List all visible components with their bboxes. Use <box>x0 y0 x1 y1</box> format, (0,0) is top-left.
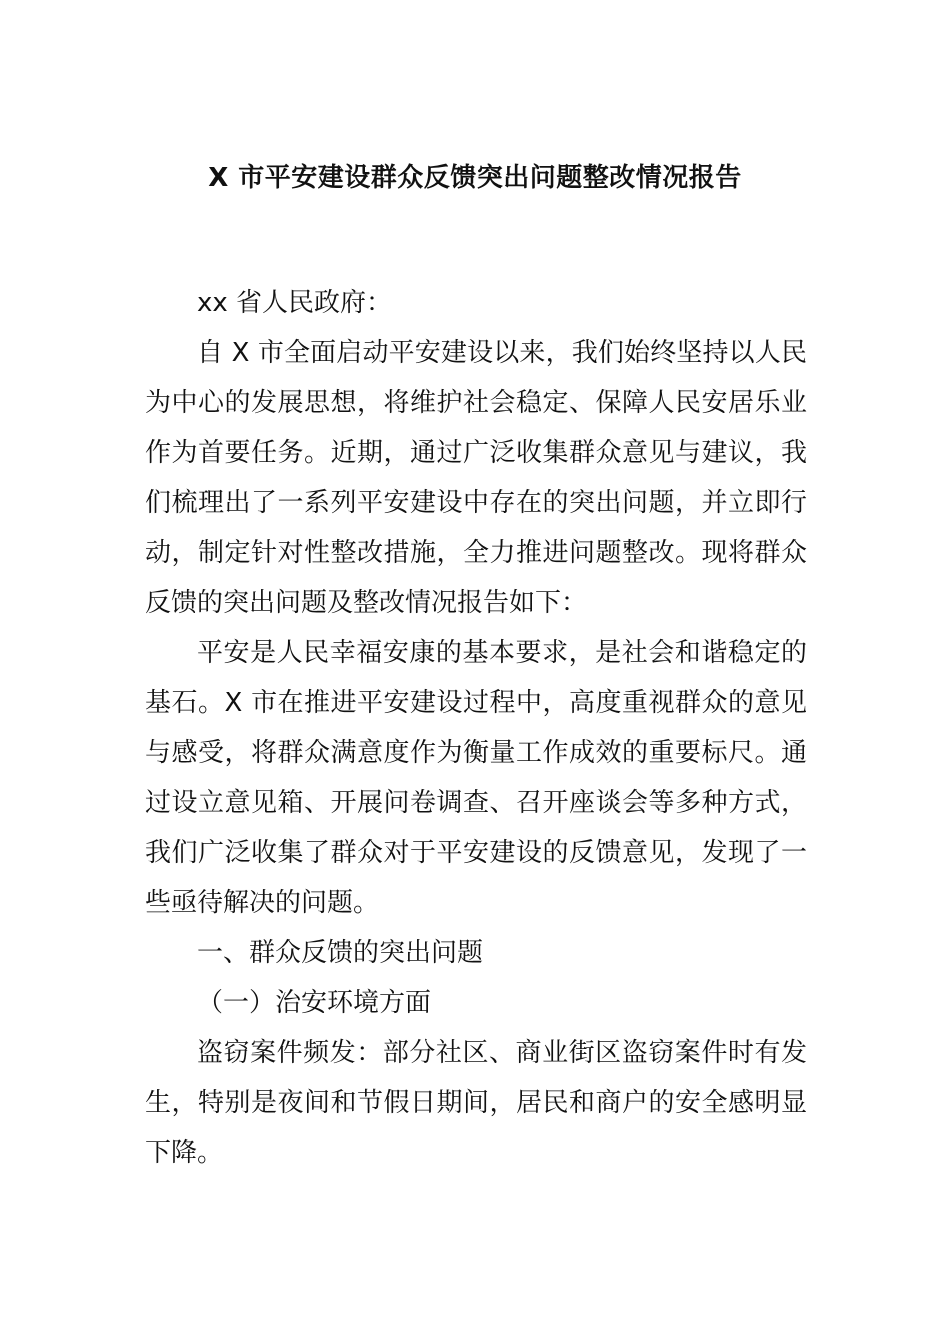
body-paragraph-item: 盗窃案件频发：部分社区、商业街区盗窃案件时有发生，特别是夜间和节假日期间，居民和商户的安全感明显下降。 <box>145 1038 807 1168</box>
subsection-heading: （一）治安环境方面 <box>197 988 432 1018</box>
document-body <box>145 278 807 1178</box>
document-title: X 市平安建设群众反馈突出问题整改情况报告 <box>208 163 742 193</box>
salutation: xx 省人民政府： <box>197 288 393 318</box>
body-paragraph-intro: 自 X 市全面启动平安建设以来，我们始终坚持以人民为中心的发展思想，将维护社会稳定、保障人民安居乐业作为首要任务。近期，通过广泛收集群众意见与建议，我们梳理出了一系列平安建设中存在的突出问题，并立即行动，制定针对性整改措施，全力推进问题整改。现将群众反馈的突出问题及整改情况报告如下： <box>145 338 807 618</box>
section-heading: 一、群众反馈的突出问题 <box>197 938 484 968</box>
body-paragraph-background: 平安是人民幸福安康的基本要求，是社会和谐稳定的基石。X 市在推进平安建设过程中，高度重视群众的意见与感受，将群众满意度作为衡量工作成效的重要标尺。通过设立意见箱、开展问卷调查、召开座谈会等多种方式，我们广泛收集了群众对于平安建设的反馈意见，发现了一些亟待解决的问题。 <box>145 638 807 918</box>
